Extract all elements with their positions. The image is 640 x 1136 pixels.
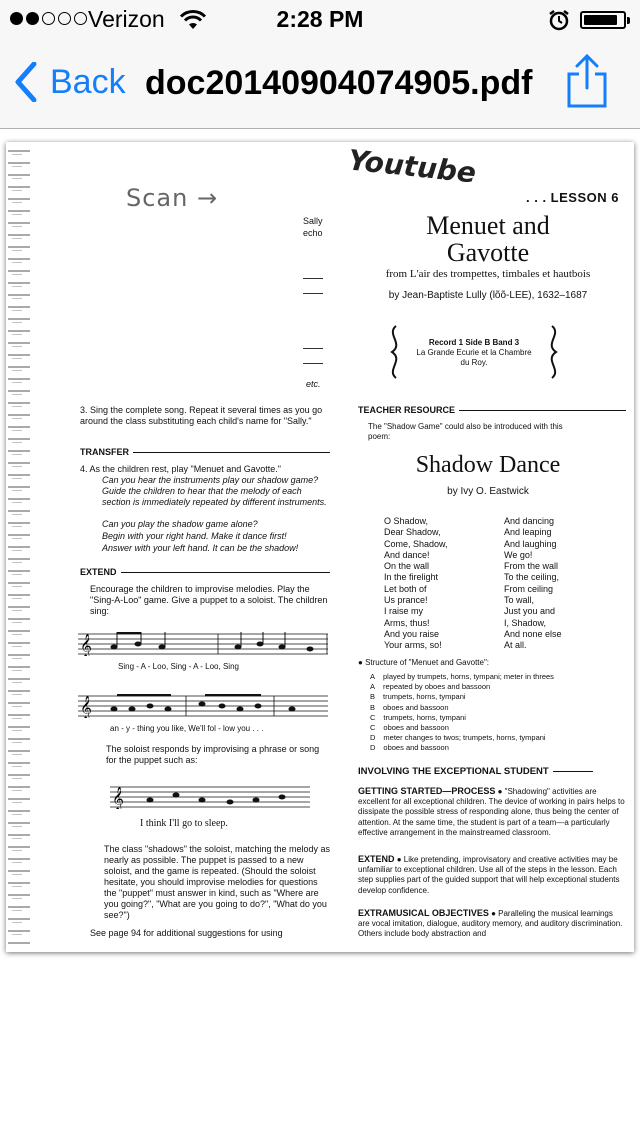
back-button[interactable] <box>14 62 126 102</box>
record-info: Record 1 Side B Band 3 La Grande Ecurie et la Chambre du Roy. <box>416 338 532 367</box>
poem-line: Arms, thus! <box>384 617 430 628</box>
getting-started-section: GETTING STARTED—PROCESS ● "Shadowing" activities are excellent for all exceptional children. The device of working in pairs helps to dissipate the possible stress of responding alone, thus being the center of attention. At the same time, the student is part of a team—a particularly effective arrangement in the mainstreamed classroom. <box>358 786 625 837</box>
poem-author: by Ivy O. Eastwick <box>447 486 529 497</box>
chevron-left-icon <box>14 62 38 102</box>
step-4-q3: Answer with your left hand. It can be the shadow! <box>102 543 299 553</box>
back-label: Back <box>50 62 126 101</box>
structure-letter: A <box>370 682 376 692</box>
structure-letter: B <box>370 702 376 712</box>
poem-line: We go! <box>504 549 533 560</box>
spiral-binding <box>8 150 30 945</box>
poem-right-column <box>504 516 624 652</box>
structure-text: trumpets, horns, tympani <box>383 712 466 722</box>
poem-line: And you raise <box>384 628 440 639</box>
structure-item <box>370 733 626 743</box>
lesson-label: . . . LESSON 6 <box>526 190 619 205</box>
poem-title: Shadow Dance <box>415 452 561 478</box>
see-page-text: See page 94 for additional suggestions for using <box>90 928 283 938</box>
structure-letter: B <box>370 692 376 702</box>
svg-text:𝄞: 𝄞 <box>80 695 92 718</box>
transfer-heading: TRANSFER <box>80 447 330 457</box>
pdf-viewer[interactable] <box>0 129 640 1136</box>
structure-text: played by trumpets, horns, tympani; meter in threes <box>383 672 554 681</box>
step-4-q1: Can you play the shadow game alone? <box>102 519 258 529</box>
poem-line: At all. <box>504 640 527 651</box>
poem-line: Come, Shadow, <box>384 538 448 549</box>
structure-item <box>370 703 626 713</box>
step-4-italic: Can you hear the instruments play our shadow game? Guide the children to hear that the melody of each section is immediately repeated by different instruments. <box>102 475 327 507</box>
step-4-q2: Begin with your right hand. Make it dance first! <box>102 531 287 541</box>
poem-line: O Shadow, <box>384 516 429 526</box>
extend-exceptional-section: EXTEND ● Like pretending, improvisatory and creative activities may be unfamiliar to exceptional children. Use all of the steps in the lesson. Each step supplies part of the guided support that will help exceptional students develop confidence. <box>358 854 620 895</box>
poem-left-column <box>384 516 504 652</box>
handwritten-scan: Scan → <box>126 184 219 212</box>
poem-line: And dancing <box>504 516 555 526</box>
structure-list <box>370 672 626 754</box>
lyrics-line-1: Sing - A - Loo, Sing - A - Loo, Sing <box>118 662 239 671</box>
text-fragment: etc. <box>306 379 321 389</box>
structure-letter: D <box>370 733 376 743</box>
navigation-bar <box>0 40 640 129</box>
poem-line: Just you and <box>504 606 556 617</box>
structure-item <box>370 692 626 702</box>
poem-line: And laughing <box>504 538 557 549</box>
extend-heading: EXTEND <box>80 567 330 577</box>
poem-line: Us prance! <box>384 595 428 606</box>
structure-heading: ● Structure of "Menuet and Gavotte": <box>358 658 490 667</box>
structure-text: oboes and bassoon <box>383 723 449 733</box>
step-3: 3. Sing the complete song. Repeat it several times as you go around the class substituting each child's name for "Sally." <box>80 405 323 426</box>
lyrics-line-2: an - y - thing you like, We'll fol - low you . . . <box>110 724 264 733</box>
poem-line: I raise my <box>384 606 424 617</box>
music-staff <box>78 694 328 718</box>
alarm-icon <box>548 9 570 31</box>
status-bar <box>0 0 640 40</box>
structure-text: meter changes to twos; trumpets, horns, tympani <box>383 733 546 743</box>
svg-text:𝄞: 𝄞 <box>80 633 92 656</box>
svg-text:𝄞: 𝄞 <box>112 786 124 809</box>
structure-letter: D <box>370 743 376 753</box>
structure-letter: C <box>370 712 376 722</box>
poem-line: And dance! <box>384 549 430 560</box>
poem-line: In the firelight <box>384 572 439 583</box>
teacher-resource-text: The "Shadow Game" could also be introduced with this poem: <box>368 422 563 441</box>
lyrics-line-3: I think I'll go to sleep. <box>140 818 228 829</box>
structure-text: trumpets, horns, tympani <box>383 692 466 702</box>
piece-title: Menuet and Gavotte <box>426 211 550 267</box>
teacher-resource-heading: TEACHER RESOURCE <box>358 405 626 415</box>
step-4-intro: 4. As the children rest, play "Menuet and Gavotte." <box>80 464 282 474</box>
piece-byline: by Jean-Baptiste Lully (lõõ-LEE), 1632–1687 <box>388 290 588 301</box>
structure-item <box>370 713 626 723</box>
staff-fragment <box>303 278 323 294</box>
music-staff <box>110 785 310 809</box>
extend-text: Encourage the children to improvise melodies. Play the "Sing-A-Loo" game. Give a puppet to a soloist. The children sing: <box>90 584 328 616</box>
poem-line: To wall, <box>504 595 535 606</box>
clock: 2:28 PM <box>276 6 364 32</box>
text-fragment: Sally <box>303 216 323 226</box>
poem-line: And leaping <box>504 527 552 538</box>
poem-line: And none else <box>504 628 562 639</box>
poem-line: From ceiling <box>504 583 554 594</box>
pdf-page <box>6 142 634 952</box>
soloist-text: The soloist responds by improvising a phrase or song for the puppet such as: <box>106 744 320 765</box>
poem-line: On the wall <box>384 561 430 572</box>
poem-line: Your arms, so! <box>384 640 442 651</box>
structure-letter: A <box>370 672 376 681</box>
shadows-text: The class "shadows" the soloist, matching the melody as nearly as possible. The puppet is passed to a new soloist, and the game is repeated. (Should the soloist hesitate, you should improvise melodies for questions the "puppet" must answer in kind, such as "Where are you going?", "What are you going to do?", "What do you see?") <box>104 844 330 920</box>
document-title: doc20140904074905.pdf <box>145 64 533 102</box>
carrier-name: Verizon <box>88 6 165 32</box>
structure-text: repeated by oboes and bassoon <box>383 682 491 692</box>
battery-icon <box>580 11 626 29</box>
structure-letter: C <box>370 723 376 733</box>
piece-subtitle: from L'air des trompettes, timbales et hautbois <box>385 268 591 280</box>
handwritten-youtube: Youtube <box>346 143 478 190</box>
poem-line: I, Shadow, <box>504 617 547 628</box>
poem-line: From the wall <box>504 561 559 572</box>
poem-line: Let both of <box>384 583 427 594</box>
structure-item <box>370 682 626 692</box>
poem-line: Dear Shadow, <box>384 527 441 538</box>
involving-heading: INVOLVING THE EXCEPTIONAL STUDENT <box>358 766 626 777</box>
structure-text: oboes and bassoon <box>383 743 449 753</box>
structure-item <box>370 743 626 753</box>
poem-line: To the ceiling, <box>504 572 560 583</box>
staff-fragment <box>303 348 323 364</box>
share-icon[interactable] <box>565 54 609 110</box>
music-staff <box>78 632 328 656</box>
structure-item <box>370 723 626 733</box>
extramusical-section: EXTRAMUSICAL OBJECTIVES ● Paralleling the musical learnings are vocal imitation, dialogue, auditory memory, and auditory discrimination. Others include body abstraction and <box>358 908 623 939</box>
structure-text: oboes and bassoon <box>383 702 449 712</box>
text-fragment: echo <box>303 228 323 238</box>
structure-item <box>370 672 626 682</box>
